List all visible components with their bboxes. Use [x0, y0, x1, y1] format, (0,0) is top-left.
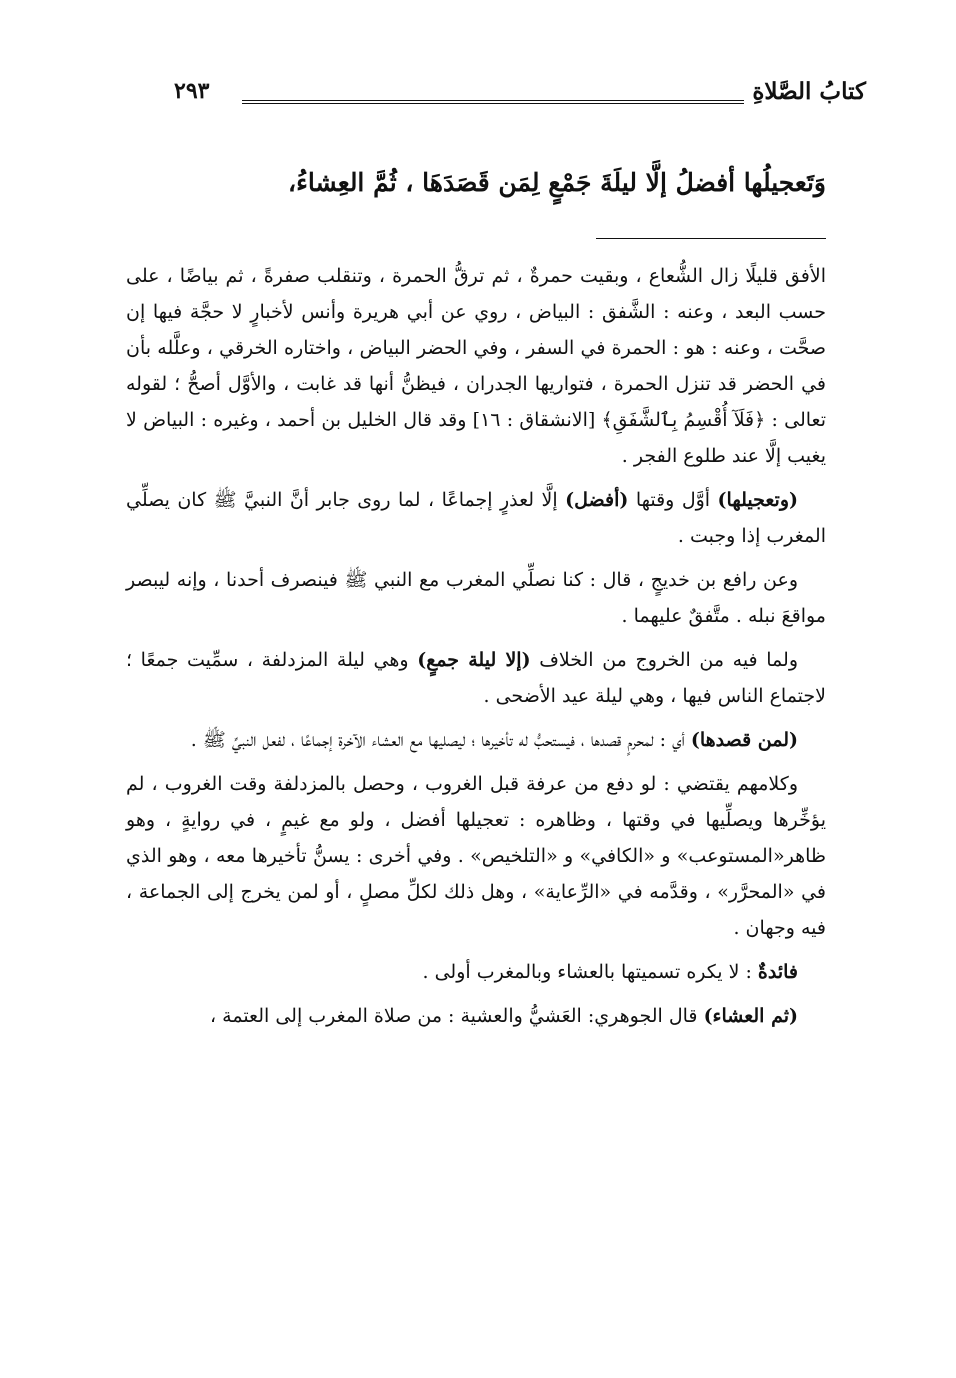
header-rule — [242, 100, 744, 104]
commentary-text: وهي ليلة المزدلفة ، سمِّيت جمعًا ؛ لاجتماع الناس فيها ، وهي ليلة عيد الأضحى . — [126, 649, 826, 707]
commentary — [126, 258, 826, 1042]
commentary-text: قال الجوهري: العَشيُّ والعشية : من صلاة المغرب إلى العتمة ، — [209, 1005, 704, 1027]
quoted-phrase: (لمن قصدها) — [690, 729, 798, 751]
book-title: كتابُ الصَّلاةِ — [752, 78, 866, 105]
commentary-paragraph — [126, 998, 826, 1034]
commentary-paragraph — [126, 722, 826, 758]
commentary-paragraph: وعن رافع بن خديجٍ ، قال : كنا نصلِّي المغرب مع النبي ﷺ فينصرف أحدنا ، وإنه ليبصر مواقعَ نبله . متَّفقٌ عليهما . — [126, 569, 826, 627]
commentary-paragraph: الأفق قليلًا زال الشُّعاع ، وبقيت حمرةٌ ، ثم ترقُّ الحمرة ، وتنقلب صفرةً ، ثم بياضًا ، على حسب البعد ، وعنه : الشَّفق : البياض ، روي عن أبي هريرة وأنس لأخبارٍ لا حجَّة فيها إن صحَّت ، وعنه : هو : الحمرة في السفر ، وفي الحضر البياض ، واختاره الخرقي ، وعلَّله بأن في الحضر قد تنزل الحمرة ، فتواريها الجدران ، فيظنُّ أنها قد غابت ، والأوَّل أصحُّ ؛ لقوله تعالى : ﴿فَلَآ أُقْسِمُ بِٱلشَّفَقِ﴾ [الانشقاق : ١٦] وقد قال الخليل بن أحمد ، وغيره : البياض لا يغيب إلَّا عند طلوع الفجر . — [126, 265, 826, 467]
quoted-phrase: (أفضل) — [565, 489, 629, 511]
quoted-phrase: (ثم العشاء) — [703, 1005, 798, 1027]
quoted-phrase: (إلا ليلة جمعٍ) — [417, 649, 531, 671]
quoted-phrase: (وتعجيلها) — [717, 489, 798, 511]
commentary-text: أي : لمحرمٍ قصدها ، فيستحبُّ له تأخيرها ؛ ليصليها مع العشاء الآخرة إجماعًا ، لفعل النبيِّ ﷺ . — [190, 729, 691, 751]
commentary-paragraph — [126, 954, 826, 990]
commentary-text: : لا يكره تسميتها بالعشاء وبالمغرب أولى . — [422, 961, 758, 983]
page-number: ٢٩٣ — [174, 78, 210, 104]
main-text: وَتَعجيلُها أفضلُ إلَّا ليلَةَ جَمْعٍ لِمَن قَصَدَهَا ، ثُمَّ العِشاءُ، — [288, 168, 826, 197]
commentary-paragraph: وكلامهم يقتضي : لو دفع من عرفة قبل الغروب ، وحصل بالمزدلفة وقت الغروب ، لم يؤخِّرها ويصلِّيها في وقتها ، وظاهره : تعجيلها أفضل ، ولو مع غيمٍ ، في روايةٍ ، وهو ظاهر«المستوعب» و «الكافي» و «التلخيص» . وفي أخرى : يسنُّ تأخيرها معه ، وهو الذي في «المحرَّر» ، وقدَّمه في «الرِّعاية» ، وهل ذلك لكلِّ مصلٍ ، أو لمن يخرج إلى الجماعة ، فيه وجهان . — [126, 773, 826, 939]
footnote-separator — [596, 238, 826, 239]
commentary-text: إلَّا لعذرٍ إجماعًا ، لما روى جابر أنَّ النبيَّ ﷺ كان يصلِّي المغرب إذا وجبت . — [126, 489, 826, 547]
commentary-text: ولما فيه من الخروج من الخلاف — [530, 649, 798, 671]
note-label: فائدةٌ — [757, 961, 798, 983]
page-header — [130, 78, 866, 118]
commentary-paragraph — [126, 482, 826, 554]
commentary-paragraph — [126, 642, 826, 714]
commentary-text: أوَّل وقتها — [628, 489, 718, 511]
